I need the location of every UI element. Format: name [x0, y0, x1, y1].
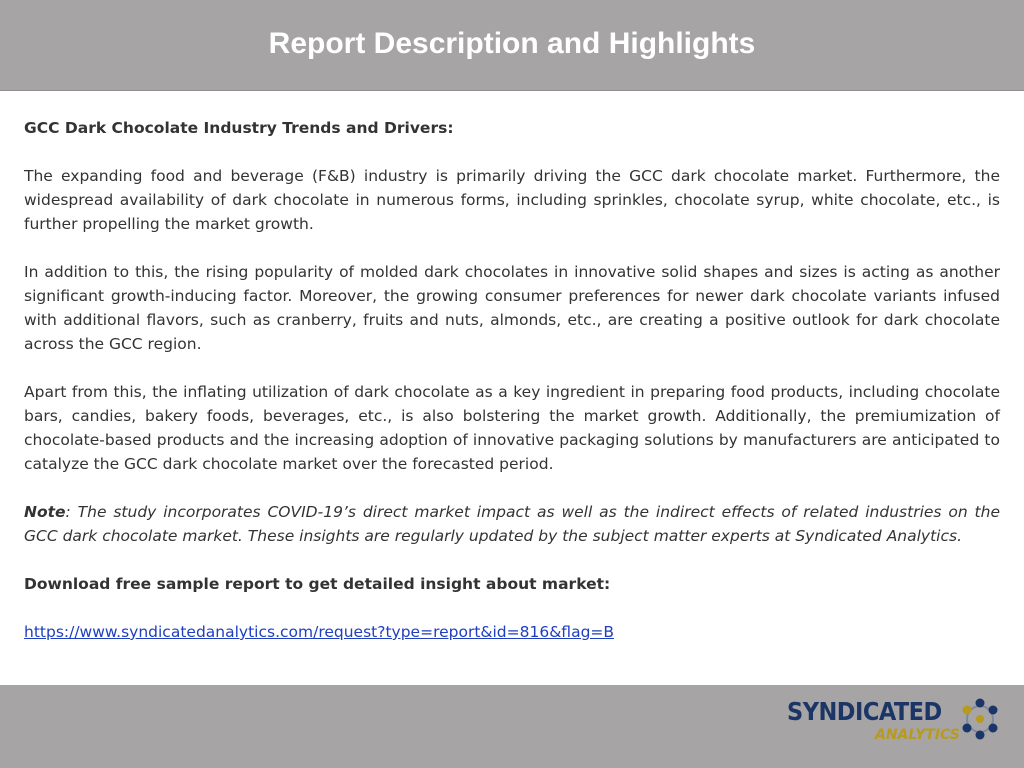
logo-word-a: SYNDI: [787, 697, 863, 726]
logo-subtitle: ANALYTICS: [875, 727, 960, 743]
section-heading: GCC Dark Chocolate Industry Trends and Drivers:: [24, 119, 454, 137]
logo-wordmark: [787, 697, 942, 726]
paragraph-2: In addition to this, the rising popularity of molded dark chocolates in innovative solid shapes and sizes is acting as another significant growth-inducing factor. Moreover, the growing consumer preferences for newer dark chocolate variants infused with additional flavors, such as cranberry, fruits and nuts, almonds, etc., are creating a positive outlook for dark chocolate across the GCC region.: [24, 263, 1000, 353]
syndicated-analytics-logo: [787, 697, 1002, 755]
footer-bar: [0, 685, 1024, 768]
header-divider: [0, 90, 1024, 91]
note-paragraph: [24, 500, 1000, 548]
download-text: Download free sample report to get detailed insight about market:: [24, 575, 611, 593]
note-label: Note: [24, 503, 66, 521]
paragraph-3: Apart from this, the inflating utilization of dark chocolate as a key ingredient in preparing food products, including chocolate bars, candies, bakery foods, beverages, etc., is also bolstering the market growth. Additionally, the premiumization of chocolate-based products and the increasing adoption of innovative packaging solutions by manufacturers are anticipated to catalyze the GCC dark chocolate market over the forecasted period.: [24, 383, 1000, 473]
logo-word-b: CATED: [862, 697, 942, 726]
page-title: Report Description and Highlights: [268, 27, 756, 60]
paragraph-1: The expanding food and beverage (F&B) industry is primarily driving the GCC dark chocolate market. Furthermore, the widespread availability of dark chocolate in numerous forms, including sprinkles, chocolate syrup, white chocolate, etc., is further propelling the market growth.: [24, 167, 1000, 233]
note-text: : The study incorporates COVID-19’s direct market impact as well as the indirect effects of related industries on the GCC dark chocolate market. These insights are regularly updated by the subject matter experts at Syndicated Analytics.: [24, 503, 1000, 545]
report-content: [24, 116, 1000, 644]
logo-circle-icon: [958, 697, 1002, 741]
header-bar: [0, 0, 1024, 90]
download-link[interactable]: https://www.syndicatedanalytics.com/request?type=report&id=816&flag=B: [24, 623, 615, 641]
